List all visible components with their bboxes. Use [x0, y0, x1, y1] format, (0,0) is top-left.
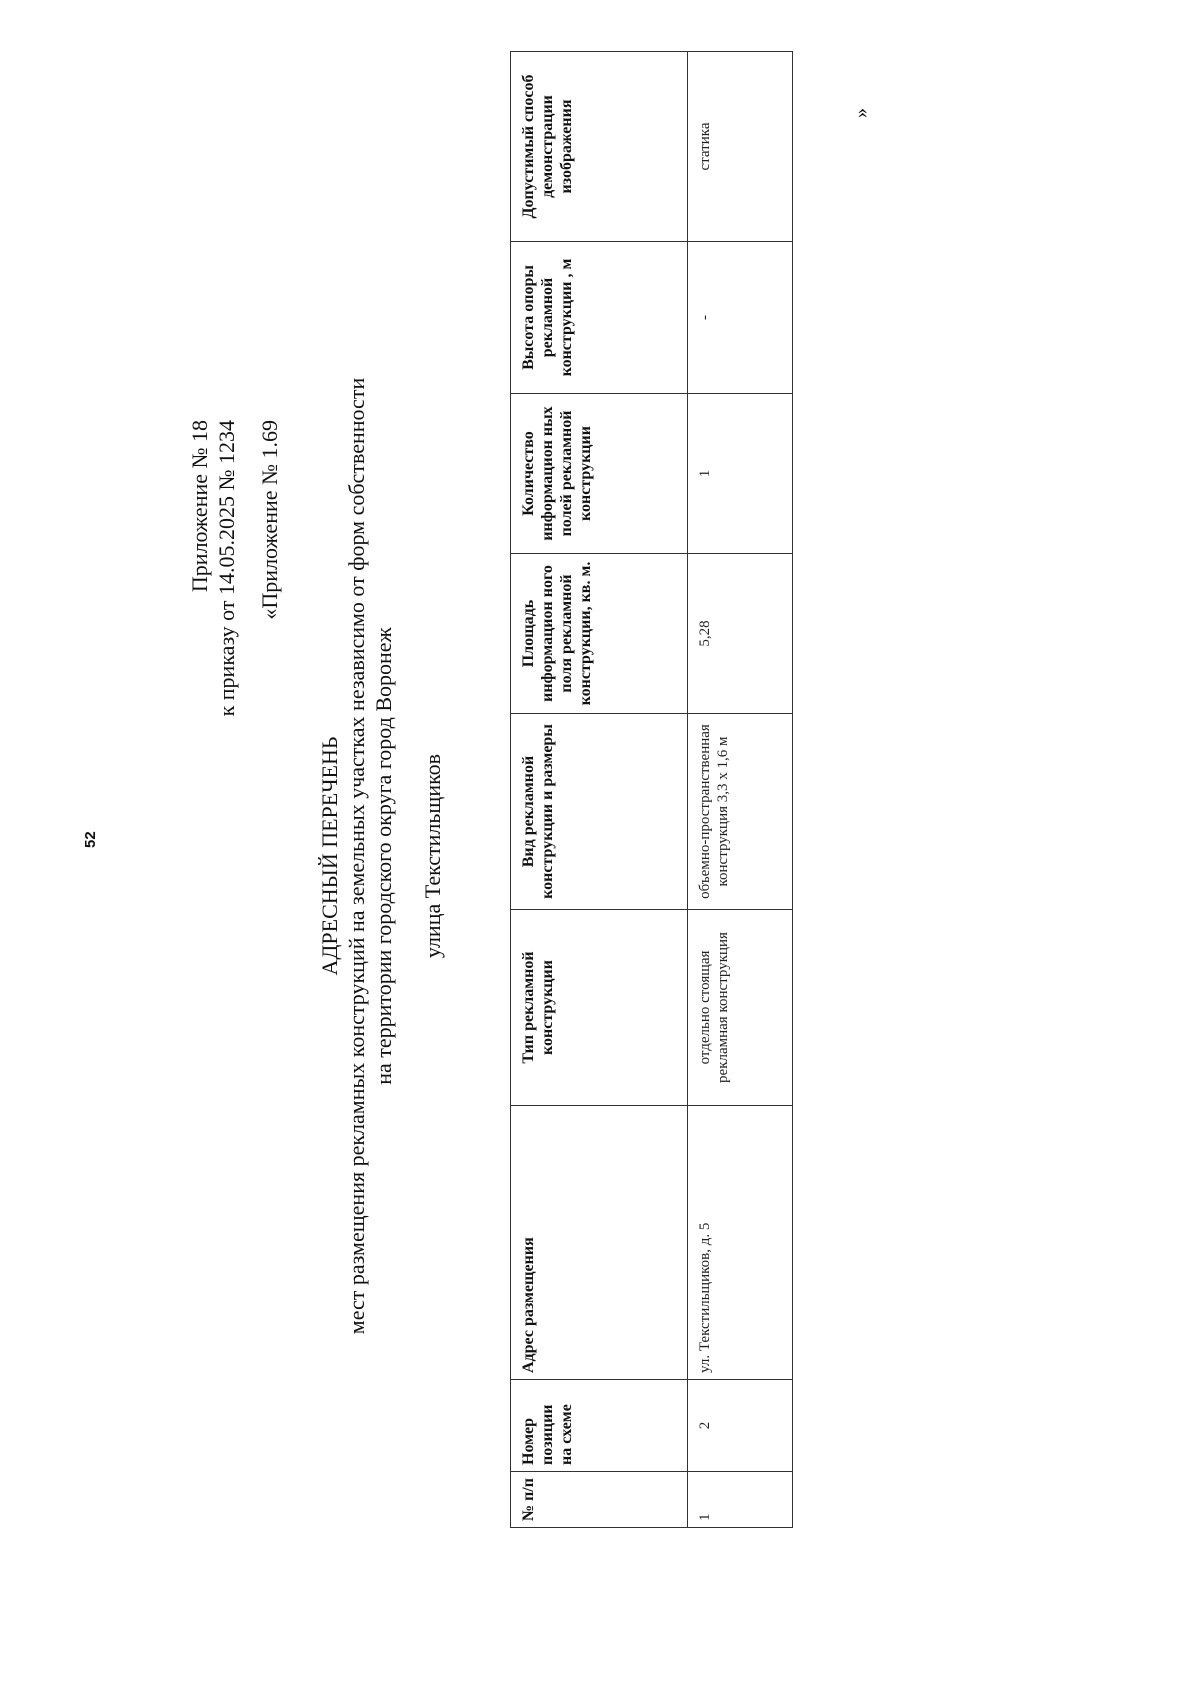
cell-construction-type: отдельно стоящая рекламная конструкция	[688, 910, 793, 1106]
cell-info-field-area: 5,28	[688, 554, 793, 714]
header-construction-type: Тип рекламной конструкции	[511, 910, 688, 1106]
document-subtitle: мест размещения рекламных конструкций на земельных участках независимо от форм собственности	[344, 377, 369, 1335]
order-reference: к приказу от 14.05.2025 № 1234	[214, 420, 239, 717]
closing-quote: »	[850, 108, 872, 118]
cell-construction-kind: объемно-пространственная конструкция 3,3 x 1,6 м	[688, 714, 793, 910]
appendix-number: Приложение № 18	[187, 420, 212, 593]
header-index: № п/п	[511, 1472, 688, 1528]
title-block	[316, 356, 446, 1356]
header-position-number: Номер позиции на схеме	[511, 1380, 688, 1472]
header-display-method: Допустимый способ демонстрации изображения	[511, 52, 688, 242]
header-support-height: Высота опоры рекламной конструкции , м	[511, 242, 688, 394]
cell-display-method: статика	[688, 52, 793, 242]
document-subtitle-territory: на территории городского округа город Воронеж	[371, 627, 396, 1085]
cell-support-height: -	[688, 242, 793, 394]
document-title: АДРЕСНЫЙ ПЕРЕЧЕНЬ	[317, 736, 342, 976]
cell-address: ул. Текстильщиков, д. 5	[688, 1106, 793, 1380]
street-name: улица Текстильщиков	[420, 753, 445, 959]
table-row	[688, 52, 793, 1528]
address-list-table	[510, 51, 793, 1528]
header-construction-kind: Вид рекламной конструкции и размеры	[511, 714, 688, 910]
cell-index: 1	[688, 1472, 793, 1528]
sub-appendix-number: «Приложение № 1.69	[257, 420, 282, 620]
header-info-field-area: Площадь информацион ного поля рекламной конструкции, кв. м.	[511, 554, 688, 714]
table-header-row	[511, 52, 688, 1528]
header-address: Адрес размещения	[511, 1106, 688, 1380]
page-number: 52	[82, 831, 99, 848]
cell-position-number: 2	[688, 1380, 793, 1472]
cell-info-field-count: 1	[688, 394, 793, 554]
header-info-field-count: Количество информацион ных полей рекламной конструкции	[511, 394, 688, 554]
appendix-reference	[186, 420, 283, 716]
